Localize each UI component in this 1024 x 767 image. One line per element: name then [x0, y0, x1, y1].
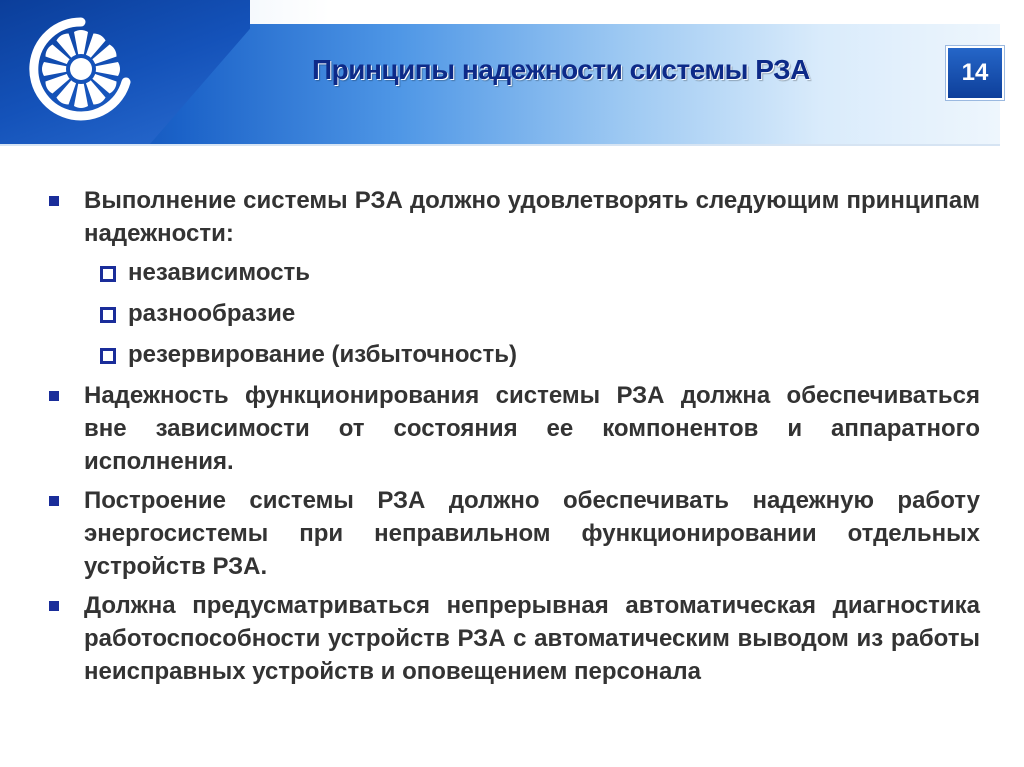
bullet-item: [48, 184, 980, 250]
slide-content: [48, 184, 980, 694]
hollow-square-bullet-icon: [100, 307, 116, 323]
sub-item: [48, 256, 980, 289]
page-number-badge: 14: [946, 46, 1004, 100]
sub-list: [48, 256, 980, 371]
bullet-item: [48, 484, 980, 583]
hollow-square-bullet-icon: [100, 348, 116, 364]
energy-sun-logo-icon: [26, 14, 136, 124]
square-bullet-icon: [49, 601, 59, 611]
bullet-item: [48, 379, 980, 478]
sub-item: [48, 338, 980, 371]
square-bullet-icon: [49, 391, 59, 401]
sub-item-text: независимость: [128, 259, 311, 286]
sub-item-text: резервирование (избыточность): [128, 341, 518, 368]
square-bullet-icon: [49, 196, 59, 206]
slide-title: Принципы надежности системы РЗА: [312, 54, 810, 85]
sub-item: [48, 297, 980, 330]
bullet-text: Выполнение системы РЗА должно удовлетворять следующим принципам надежности:: [84, 187, 980, 247]
sub-item-text: разнообразие: [128, 300, 296, 327]
bullet-text: Должна предусматриваться непрерывная автоматическая диагностика работоспособности устройств РЗА с автоматическим выводом из работы неисправных устройств и оповещением персонала: [84, 592, 980, 685]
square-bullet-icon: [49, 496, 59, 506]
bullet-item: [48, 589, 980, 688]
bullet-text: Построение системы РЗА должно обеспечивать надежную работу энергосистемы при неправильном функционировании отдельных устройств РЗА.: [84, 487, 980, 580]
hollow-square-bullet-icon: [100, 266, 116, 282]
bullet-text: Надежность функционирования системы РЗА должна обеспечиваться вне зависимости от состояния ее компонентов и аппаратного исполнения.: [84, 382, 980, 475]
